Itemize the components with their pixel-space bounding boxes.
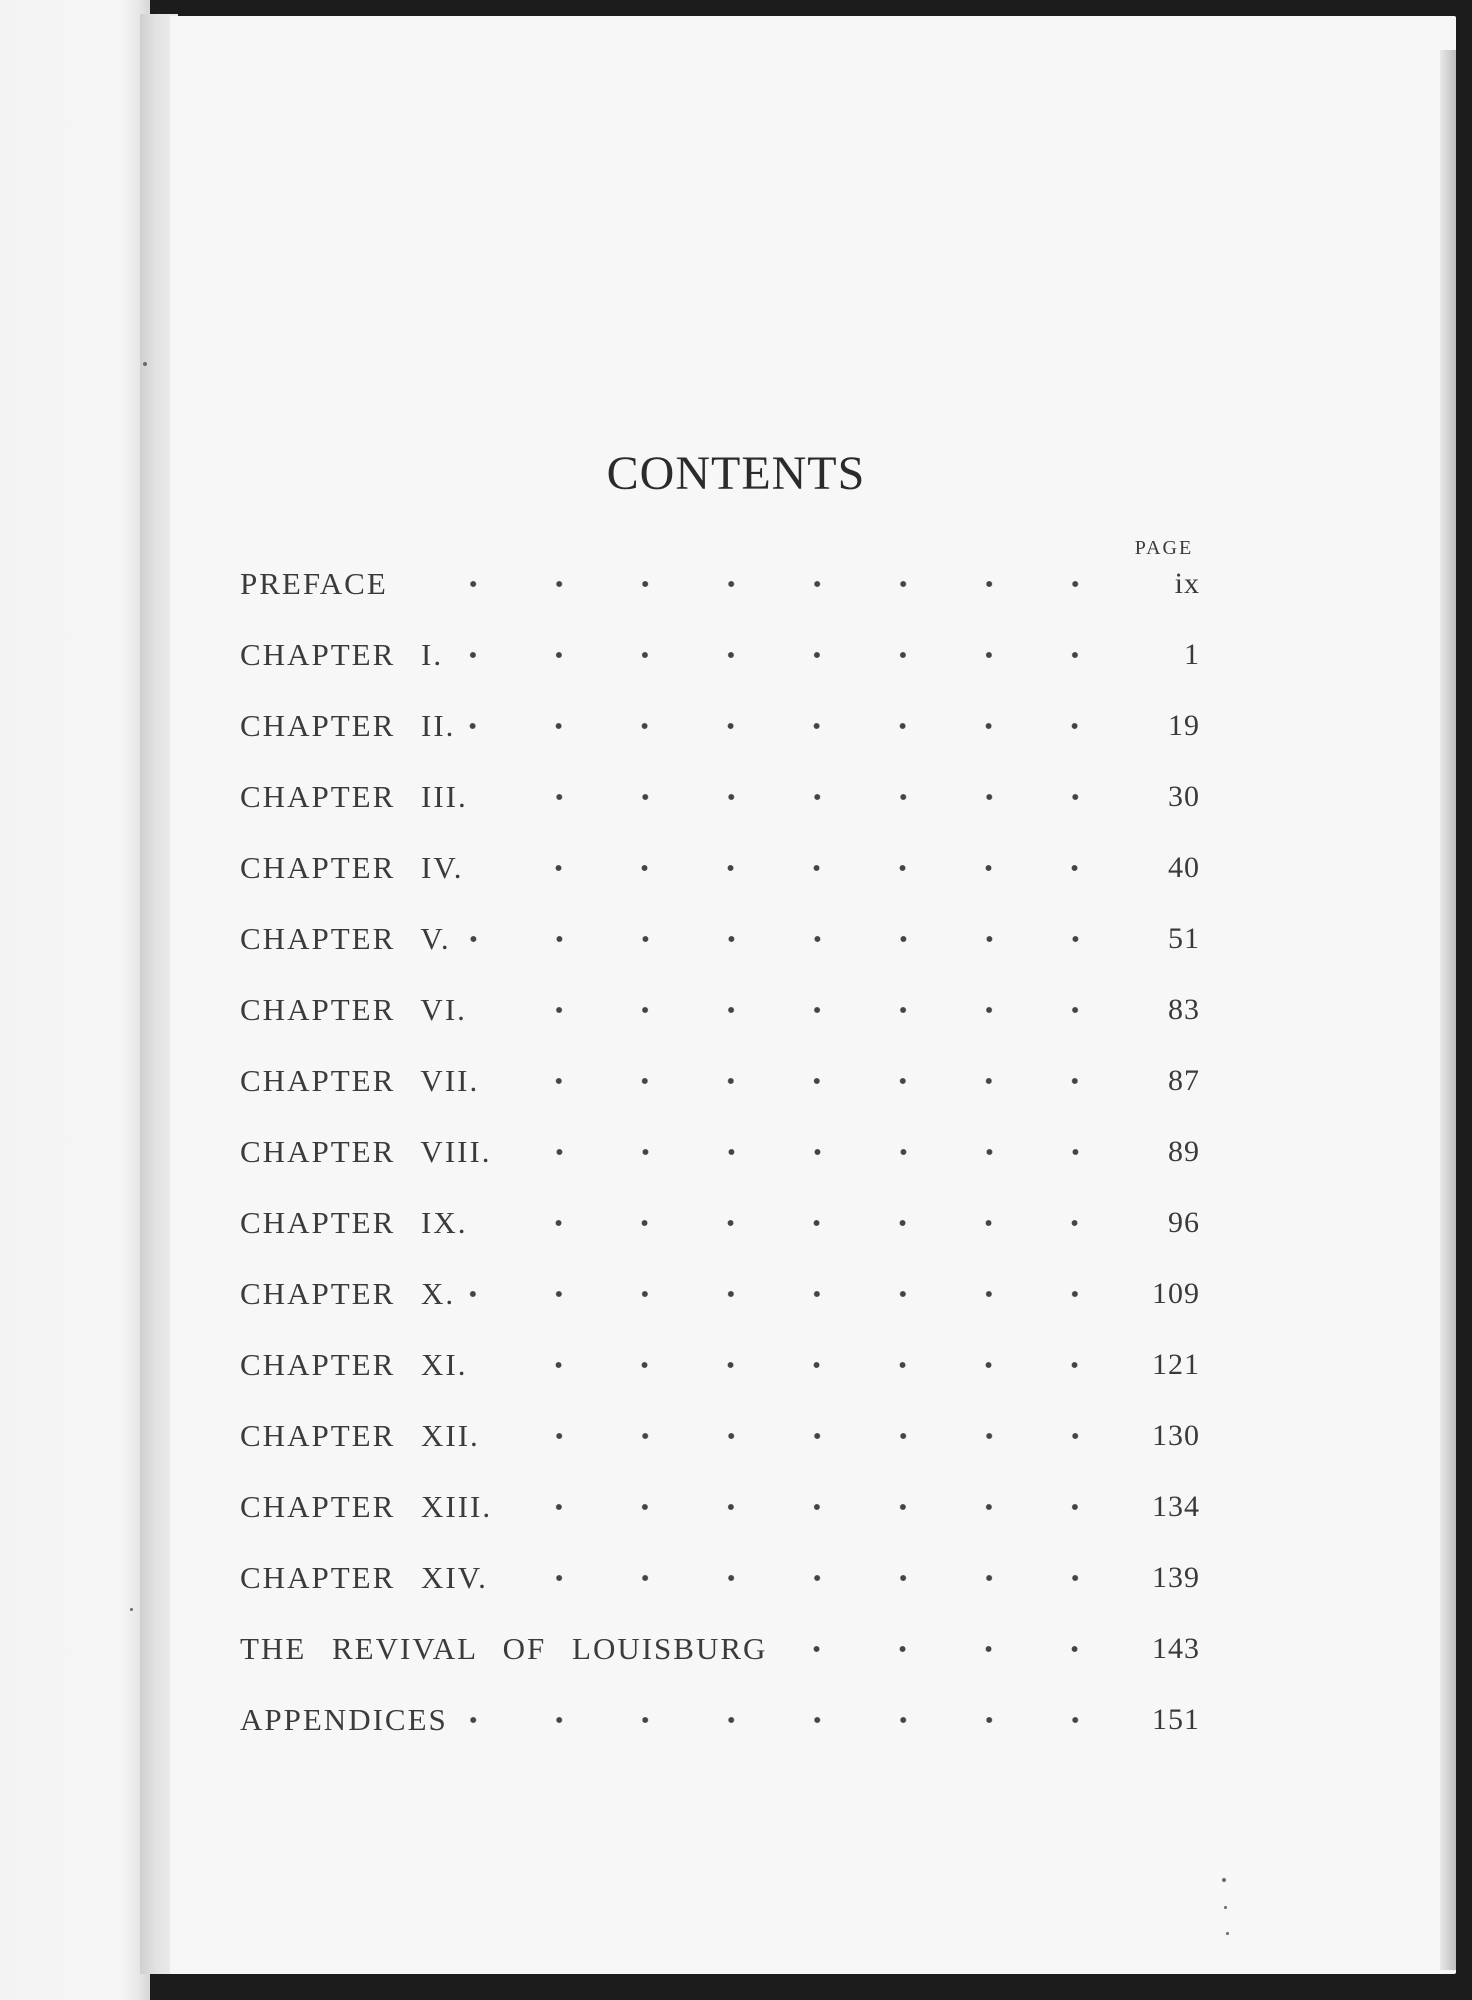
dot-leader [462, 1705, 1118, 1735]
dust-speck [1224, 1906, 1227, 1909]
toc-entry-label: CHAPTER I. [240, 636, 444, 672]
dot-leader [469, 711, 1118, 741]
toc-entry-label: CHAPTER VII. [240, 1062, 480, 1098]
dot-leader [481, 1208, 1118, 1238]
toc-entry-chapter-11[interactable] [240, 1329, 1200, 1400]
toc-entry-label: CHAPTER XII. [240, 1417, 480, 1453]
toc-entry-chapter-14[interactable] [240, 1542, 1200, 1613]
toc-entry-chapter-2[interactable] [240, 690, 1200, 761]
toc-entry-page: 1 [1184, 637, 1200, 671]
toc-entry-page: 121 [1152, 1347, 1200, 1381]
toc-entry-chapter-13[interactable] [240, 1471, 1200, 1542]
toc-entry-chapter-9[interactable] [240, 1187, 1200, 1258]
dot-leader [494, 1421, 1118, 1451]
dot-leader [781, 1634, 1118, 1664]
left-page-edge [0, 0, 150, 2000]
toc-entry-chapter-10[interactable] [240, 1258, 1200, 1329]
toc-entry-page: 30 [1168, 779, 1200, 813]
toc-entry-label: APPENDICES [240, 1701, 448, 1737]
right-page-edge [1440, 50, 1456, 1970]
dust-speck [1226, 1932, 1229, 1935]
toc-entry-label: CHAPTER IX. [240, 1204, 468, 1240]
toc-entry-page: 19 [1168, 708, 1200, 742]
toc-entry-chapter-3[interactable] [240, 761, 1200, 832]
toc-entry-label: CHAPTER XIV. [240, 1559, 488, 1595]
toc-entry-label: CHAPTER VI. [240, 991, 467, 1027]
toc-entry-page: 143 [1152, 1631, 1200, 1665]
toc-entry-label: CHAPTER X. [240, 1275, 456, 1311]
toc-entry-label: PREFACE [240, 565, 388, 601]
toc-entry-page: 83 [1168, 992, 1200, 1026]
toc-entry-label: CHAPTER III. [240, 778, 468, 814]
toc-entry-label: CHAPTER IV. [240, 849, 464, 885]
toc-entry-label: CHAPTER XIII. [240, 1488, 493, 1524]
dust-speck [130, 1608, 133, 1611]
toc-entry-label: CHAPTER II. [240, 707, 456, 743]
toc-entry-label: CHAPTER XI. [240, 1346, 468, 1382]
dot-leader [506, 1492, 1118, 1522]
table-of-contents [240, 548, 1200, 1755]
toc-entry-chapter-4[interactable] [240, 832, 1200, 903]
toc-entry-appendices[interactable] [240, 1684, 1200, 1755]
dot-leader [482, 782, 1118, 812]
toc-entry-page: 96 [1168, 1205, 1200, 1239]
toc-entry-page: 151 [1152, 1702, 1200, 1736]
dot-leader [481, 995, 1118, 1025]
toc-entry-chapter-6[interactable] [240, 974, 1200, 1045]
toc-entry-page: 89 [1168, 1134, 1200, 1168]
dust-speck [143, 362, 147, 366]
toc-entry-chapter-8[interactable] [240, 1116, 1200, 1187]
toc-entry-page: 109 [1152, 1276, 1200, 1310]
dot-leader [469, 1279, 1118, 1309]
page-column-header: PAGE [1134, 537, 1194, 559]
toc-entry-page: 139 [1152, 1560, 1200, 1594]
dot-leader [502, 1563, 1118, 1593]
toc-entry-label: CHAPTER V. [240, 920, 451, 956]
dot-leader [481, 1350, 1118, 1380]
dot-leader [477, 853, 1118, 883]
toc-entry-preface[interactable] [240, 548, 1200, 619]
toc-entry-page: 51 [1168, 921, 1200, 955]
toc-entry-page: ix [1174, 566, 1200, 600]
toc-entry-chapter-7[interactable] [240, 1045, 1200, 1116]
toc-entry-revival-of-louisburg[interactable] [240, 1613, 1200, 1684]
toc-entry-page: 40 [1168, 850, 1200, 884]
toc-entry-page: 87 [1168, 1063, 1200, 1097]
toc-entry-page: 134 [1152, 1489, 1200, 1523]
toc-entry-chapter-1[interactable] [240, 619, 1200, 690]
dot-leader [457, 640, 1118, 670]
dust-speck [1222, 1878, 1226, 1882]
toc-entry-label: THE REVIVAL OF LOUISBURG [240, 1630, 768, 1666]
toc-entry-chapter-12[interactable] [240, 1400, 1200, 1471]
toc-entry-page: 130 [1152, 1418, 1200, 1452]
dot-leader [402, 569, 1118, 599]
dot-leader [465, 924, 1118, 954]
toc-entry-label: CHAPTER VIII. [240, 1133, 492, 1169]
toc-entry-chapter-5[interactable] [240, 903, 1200, 974]
contents-heading: CONTENTS [606, 447, 866, 500]
dot-leader [506, 1137, 1118, 1167]
dot-leader [493, 1066, 1118, 1096]
